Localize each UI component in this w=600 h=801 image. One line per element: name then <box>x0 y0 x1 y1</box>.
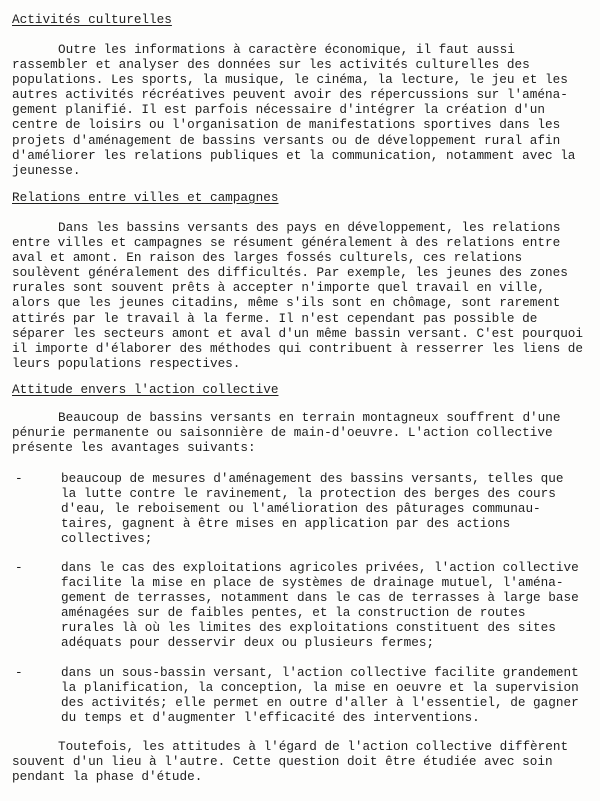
bullet-dash: - <box>15 665 23 680</box>
text-line: Outre les informations à caractère économique, il faut aussi <box>58 42 515 57</box>
text-line: séparer les secteurs amont et aval d'un même bassin versant. C'est pourquoi <box>12 325 584 341</box>
text-line: la lutte contre le ravinement, la protection des berges des cours <box>61 486 556 502</box>
text-line: leurs populations respectives. <box>12 355 241 371</box>
bullet-item <box>15 471 600 547</box>
text-line: soulèvent généralement des difficultés. Par exemple, les jeunes des zones <box>12 265 568 281</box>
text-line: collectives; <box>61 531 153 547</box>
text-line: Beaucoup de bassins versants en terrain montagneux souffrent d'une <box>58 410 561 425</box>
text-line: dans un sous-bassin versant, l'action collective facilite grandement <box>61 665 579 680</box>
text-line: dans le cas des exploitations agricoles privées, l'action collective <box>61 560 579 575</box>
paragraph-activites-culturelles <box>12 42 600 178</box>
text-line: pendant la phase d'étude. <box>12 769 203 785</box>
text-line: Toutefois, les attitudes à l'égard de l'action collective diffèrent <box>58 739 569 754</box>
text-line: adéquats pour desservir deux ou plusieurs fermes; <box>61 635 435 651</box>
paragraph-intro-action-collective <box>12 410 600 455</box>
text-line: taires, gagnent à être mises en application par des actions <box>61 516 511 532</box>
text-line: d'améliorer les relations publiques et la communication, notamment avec la <box>12 147 576 163</box>
text-line: pénurie permanente ou saisonnière de main-d'oeuvre. L'action collective <box>12 425 553 441</box>
text-line: du temps et d'augmenter l'efficacité des interventions. <box>61 710 480 726</box>
text-line: il importe d'élaborer des méthodes qui contribuent à resserrer les liens de <box>12 340 584 356</box>
bullet-dash: - <box>15 560 23 575</box>
paragraph-relations-villes-campagnes <box>12 220 600 371</box>
text-line: gement de terrasses, notamment dans le cas de terrasses à large base <box>61 590 579 606</box>
paragraph-closing <box>12 739 600 784</box>
heading-attitude-action-collective <box>12 382 600 397</box>
text-line: autres activités récréatives peuvent avoir des répercussions sur l'aména- <box>12 87 568 103</box>
text-line: la planification, la conception, la mise en oeuvre et la supervision <box>61 680 579 696</box>
text-line: aménagées sur de faibles pentes, et la construction de routes <box>61 605 526 621</box>
heading-text: Activités culturelles <box>12 12 172 27</box>
text-line: des activités; elle permet en outre d'aller à l'essentiel, de gagner <box>61 695 579 711</box>
text-line: alors que les jeunes citadins, même s'ils sont en chômage, sont rarement <box>12 295 561 311</box>
heading-text: Attitude envers l'action collective <box>12 382 279 397</box>
text-line: jeunesse. <box>12 162 81 178</box>
bullet-item <box>15 560 600 651</box>
text-line: présente les avantages suivants: <box>12 440 256 456</box>
bullet-dash: - <box>15 471 23 486</box>
text-line: populations. Les sports, la musique, le cinéma, la lecture, le jeu et les <box>12 72 568 88</box>
text-line: projets d'aménagement de bassins versants ou de développement rural afin <box>12 132 561 148</box>
text-line: centre de loisirs ou l'organisation de manifestations sportives dans les <box>12 117 561 133</box>
heading-activites-culturelles <box>12 12 600 27</box>
text-line: d'eau, le reboisement ou l'amélioration des pâturages communau- <box>61 501 541 517</box>
bullet-item <box>15 665 600 726</box>
heading-relations-villes-campagnes <box>12 190 600 205</box>
text-line: rurales sont souvent prêts à accepter n'importe quel travail en ville, <box>12 280 545 296</box>
text-line: beaucoup de mesures d'aménagement des bassins versants, telles que <box>61 471 564 486</box>
heading-text: Relations entre villes et campagnes <box>12 190 279 205</box>
text-line: entre villes et campagnes se résument généralement à des relations entre <box>12 235 561 251</box>
text-line: gement planifié. Il est parfois nécessaire d'intégrer la création d'un <box>12 102 545 118</box>
text-line: attirés par le travail à la ferme. Il n'est cependant pas possible de <box>12 310 538 326</box>
text-line: facilite la mise en place de systèmes de drainage mutuel, l'aména- <box>61 575 564 591</box>
text-line: aval et amont. En raison des larges fossés culturels, ces relations <box>12 250 523 266</box>
text-line: rurales là où les limites des exploitations constituent des sites <box>61 620 556 636</box>
text-line: Dans les bassins versants des pays en développement, les relations <box>58 220 561 235</box>
text-line: souvent d'un lieu à l'autre. Cette question doit être étudiée avec soin <box>12 754 553 770</box>
text-line: rassembler et analyser des données sur les activités culturelles des <box>12 57 530 73</box>
